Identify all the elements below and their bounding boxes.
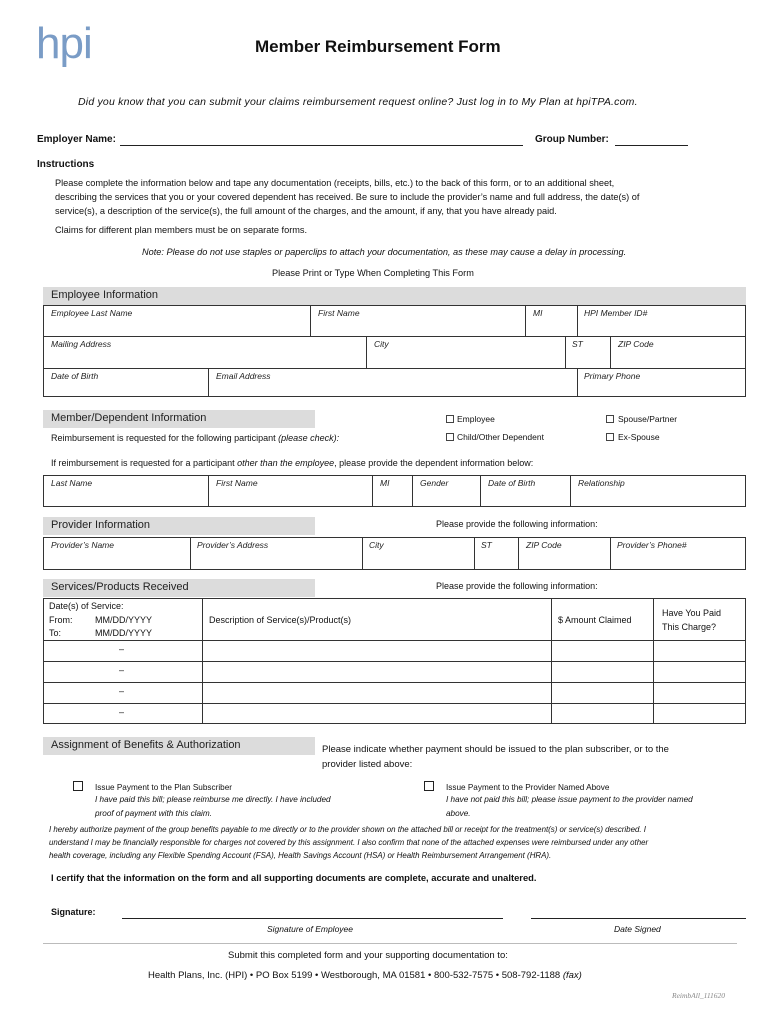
services-prompt: Please provide the following information:	[436, 581, 598, 591]
child-option-label: Child/Other Dependent	[457, 432, 544, 442]
amount-column-header: $ Amount Claimed	[558, 615, 632, 625]
ex-spouse-option-label: Ex-Spouse	[618, 432, 660, 442]
dependent-relationship-field[interactable]: Relationship	[578, 478, 625, 488]
provider-zip-field[interactable]: ZIP Code	[526, 540, 562, 550]
pay-subscriber-line-2: proof of payment with this claim.	[95, 809, 212, 818]
fax-label: (fax)	[562, 970, 582, 981]
other-participant-label-2: , please provide the dependent information below:	[334, 458, 534, 468]
submit-instructions: Submit this completed form and your supporting documentation to:	[228, 950, 508, 961]
spouse-option-label: Spouse/Partner	[618, 414, 678, 424]
group-number-field[interactable]	[615, 145, 688, 146]
description-column-header: Description of Service(s)/Product(s)	[209, 615, 352, 625]
employee-mi-field[interactable]: MI	[533, 308, 543, 318]
to-date-field[interactable]: MM/DD/YYYY	[95, 628, 153, 638]
pay-provider-line-1: I have not paid this bill; please issue payment to the provider named	[446, 795, 693, 804]
dependent-mi-field[interactable]: MI	[380, 478, 390, 488]
employee-zip-field[interactable]: ZIP Code	[618, 339, 654, 349]
date-signed-field[interactable]	[531, 918, 746, 919]
employer-name-field[interactable]	[120, 145, 523, 146]
please-check-label: (please check):	[278, 433, 340, 443]
employee-last-name-field[interactable]: Employee Last Name	[51, 308, 133, 318]
dependent-last-name-field[interactable]: Last Name	[51, 478, 93, 488]
group-number-label: Group Number:	[535, 134, 609, 145]
spouse-checkbox[interactable]	[606, 415, 614, 423]
provider-phone-field[interactable]: Provider’s Phone#	[617, 540, 687, 550]
from-date-field[interactable]: MM/DD/YYYY	[95, 615, 153, 625]
instructions-heading: Instructions	[37, 159, 95, 170]
authorization-line-2: understand I may be financially responsible for charges not covered by this assignment. I also confirm that none of the attached expenses were reimbursed under any other	[49, 838, 649, 847]
mailing-address-field[interactable]: Mailing Address	[51, 339, 112, 349]
dates-of-service-label: Date(s) of Service:	[49, 601, 124, 611]
dependent-info-table	[43, 475, 746, 507]
participant-request-text	[51, 433, 339, 443]
employee-st-field[interactable]: ST	[572, 339, 583, 349]
dependent-info-heading: Member/Dependent Information	[51, 412, 207, 424]
participant-request-label: Reimbursement is requested for the following participant	[51, 433, 279, 443]
provider-city-field[interactable]: City	[369, 540, 384, 550]
provider-address-field[interactable]: Provider’s Address	[197, 540, 269, 550]
provider-name-field[interactable]: Provider’s Name	[51, 540, 114, 550]
employer-name-label: Employer Name:	[37, 134, 116, 145]
form-code: ReimbAll_111620	[672, 991, 726, 1000]
pay-subscriber-line-1: I have paid this bill; please reimburse me directly. I have included	[95, 795, 331, 804]
pay-provider-line-2: above.	[446, 809, 471, 818]
paid-column-header-1: Have You Paid	[662, 608, 722, 618]
employee-email-field[interactable]: Email Address	[216, 371, 271, 381]
employee-info-header	[43, 287, 746, 305]
employee-info-table	[43, 305, 746, 397]
employee-phone-field[interactable]: Primary Phone	[584, 371, 641, 381]
pay-provider-title: Issue Payment to the Provider Named Above	[446, 783, 610, 792]
pay-provider-checkbox[interactable]	[424, 781, 434, 791]
child-checkbox[interactable]	[446, 433, 454, 441]
dependent-info-header	[43, 410, 315, 428]
employee-signature-caption: Signature of Employee	[267, 924, 353, 934]
employee-first-name-field[interactable]: First Name	[318, 308, 360, 318]
instructions-line-2: describing the services that you or your covered dependent has received. Be sure to include the provider’s name and full address, the date(s) of	[55, 192, 640, 202]
assignment-prompt-1: Please indicate whether payment should be issued to the plan subscriber, or to the	[322, 744, 669, 755]
dependent-first-name-field[interactable]: First Name	[216, 478, 258, 488]
ex-spouse-checkbox[interactable]	[606, 433, 614, 441]
pay-subscriber-checkbox[interactable]	[73, 781, 83, 791]
assignment-header	[43, 737, 315, 755]
authorization-line-3: health coverage, including any Flexible Spending Account (FSA), Health Savings Account (HSA) or Health Reimbursement Arrangement (HRA).	[49, 851, 552, 860]
employee-signature-field[interactable]	[122, 918, 503, 919]
employee-dob-field[interactable]: Date of Birth	[51, 371, 99, 381]
employee-checkbox[interactable]	[446, 415, 454, 423]
other-participant-italic: other than the employee	[237, 458, 335, 468]
instructions-line-4: Claims for different plan members must be on separate forms.	[55, 225, 308, 235]
service-row-3-dash[interactable]: –	[119, 686, 125, 696]
other-participant-label-1: If reimbursement is requested for a participant	[51, 458, 238, 468]
paid-column-header-2: This Charge?	[662, 622, 717, 632]
employee-option-label: Employee	[457, 414, 495, 424]
provider-info-header	[43, 517, 315, 535]
from-label: From:	[49, 615, 73, 625]
provider-st-field[interactable]: ST	[481, 540, 492, 550]
hpi-contact-info	[148, 970, 582, 981]
hpi-logo: hpi	[36, 19, 92, 68]
services-header	[43, 579, 315, 597]
employee-info-heading: Employee Information	[51, 289, 158, 301]
page-title: Member Reimbursement Form	[255, 37, 501, 56]
hpi-address: Health Plans, Inc. (HPI) • PO Box 5199 • Westborough, MA 01581 • 800-532-7575 • 508-792-1188	[148, 970, 563, 981]
pay-subscriber-title: Issue Payment to the Plan Subscriber	[95, 783, 232, 792]
footer-divider	[43, 943, 737, 944]
signature-label: Signature:	[51, 907, 96, 917]
employee-city-field[interactable]: City	[374, 339, 389, 349]
assignment-heading: Assignment of Benefits & Authorization	[51, 739, 241, 751]
service-row-4-dash[interactable]: –	[119, 707, 125, 717]
assignment-prompt-2: provider listed above:	[322, 759, 413, 770]
dependent-gender-field[interactable]: Gender	[420, 478, 449, 488]
online-note: Did you know that you can submit your claims reimbursement request online? Just log in to My Plan at hpiTPA.com.	[78, 96, 638, 108]
date-signed-caption: Date Signed	[614, 924, 661, 934]
provider-info-heading: Provider Information	[51, 519, 151, 531]
instructions-line-1: Please complete the information below and tape any documentation (receipts, bills, etc.) to the back of this form, or to an additional sheet,	[55, 178, 615, 188]
other-participant-text	[51, 458, 533, 468]
instructions-line-3: service(s), a description of the service(s), the full amount of the charges, and the amount, if any, that you have already paid.	[55, 206, 557, 216]
service-row-1-dash[interactable]: –	[119, 644, 125, 654]
staples-note: Note: Please do not use staples or paperclips to attach your documentation, as these may cause a delay in processing.	[142, 247, 627, 257]
provider-info-prompt: Please provide the following information:	[436, 519, 598, 529]
service-row-2-dash[interactable]: –	[119, 665, 125, 675]
certification-statement: I certify that the information on the form and all supporting documents are complete, accurate and unaltered.	[51, 872, 537, 883]
print-note: Please Print or Type When Completing This Form	[272, 268, 474, 278]
authorization-line-1: I hereby authorize payment of the group benefits payable to me directly or to the provider shown on the attached bill or receipt for the treatment(s) or service(s) described. I	[49, 825, 646, 834]
services-heading: Services/Products Received	[51, 581, 189, 593]
to-label: To:	[49, 628, 62, 638]
member-id-field[interactable]: HPI Member ID#	[584, 308, 648, 318]
dependent-dob-field[interactable]: Date of Birth	[488, 478, 536, 488]
